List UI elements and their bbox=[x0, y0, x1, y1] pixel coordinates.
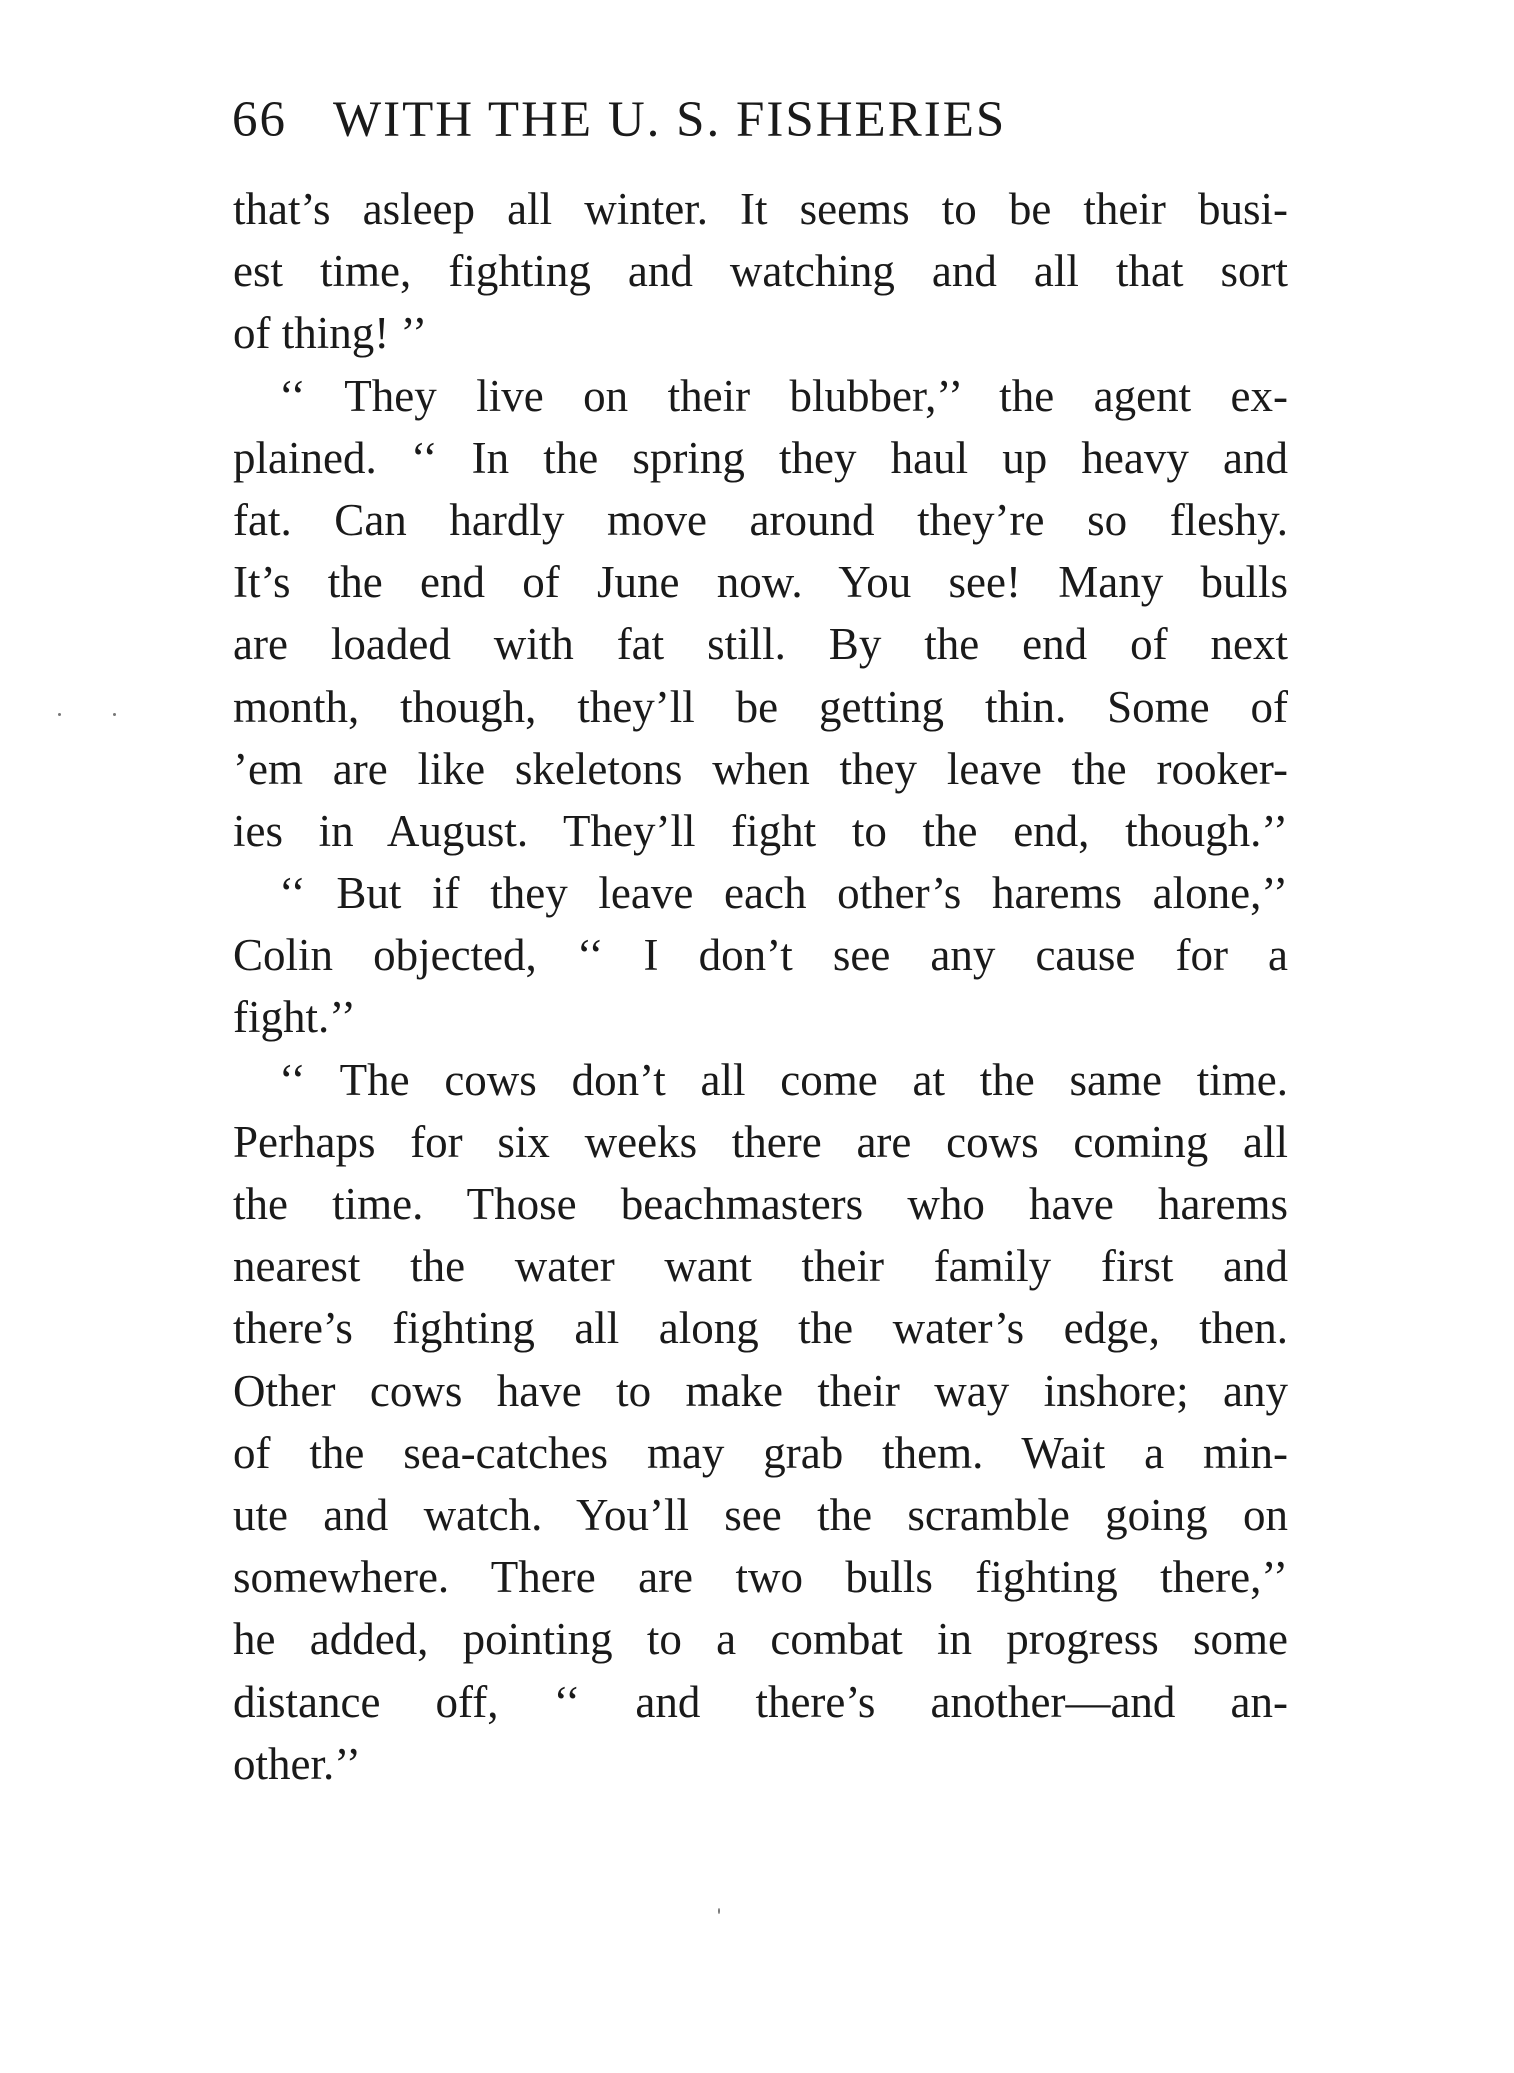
paper-speck bbox=[58, 713, 61, 716]
text-line: distance off, ‘‘ and there’s another—and an- bbox=[233, 1676, 1288, 1727]
text-line: plained. ‘‘ In the spring they haul up heavy and bbox=[233, 432, 1288, 483]
text-line: It’s the end of June now. You see! Many bulls bbox=[233, 557, 1288, 608]
text-line: of the sea-catches may grab them. Wait a min- bbox=[233, 1427, 1288, 1478]
text-line: there’s fighting all along the water’s edge, then. bbox=[233, 1303, 1288, 1354]
text-line: est time, fighting and watching and all that sort bbox=[233, 246, 1288, 297]
paragraph-start-line: ‘‘ But if they leave each other’s harems alone,’’ bbox=[279, 868, 1288, 919]
text-line: Perhaps for six weeks there are cows coming all bbox=[233, 1116, 1288, 1167]
text-line: month, though, they’ll be getting thin. Some of bbox=[233, 681, 1288, 732]
text-line: nearest the water want their family first and bbox=[233, 1241, 1288, 1292]
text-line: fight.’’ bbox=[233, 992, 356, 1043]
paper-speck bbox=[113, 713, 116, 716]
text-line: Colin objected, ‘‘ I don’t see any cause for a bbox=[233, 930, 1288, 981]
running-title: WITH THE U. S. FISHERIES bbox=[333, 92, 1007, 148]
body-text bbox=[233, 178, 1288, 1795]
paragraph-start-line: ‘‘ They live on their blubber,’’ the agent ex- bbox=[279, 370, 1288, 421]
text-line: other.’’ bbox=[233, 1738, 361, 1789]
text-line: of thing! ’’ bbox=[233, 308, 428, 359]
page-number: 66 bbox=[232, 92, 287, 148]
text-line: ’em are like skeletons when they leave the rooker- bbox=[233, 743, 1288, 794]
text-line: fat. Can hardly move around they’re so fleshy. bbox=[233, 494, 1288, 545]
text-line: ute and watch. You’ll see the scramble going on bbox=[233, 1489, 1288, 1540]
text-line: somewhere. There are two bulls fighting there,’’ bbox=[233, 1552, 1288, 1603]
running-head bbox=[232, 90, 1292, 150]
paper-speck bbox=[718, 1908, 720, 1914]
paragraph-start-line: ‘‘ The cows don’t all come at the same time. bbox=[279, 1054, 1288, 1105]
text-line: that’s asleep all winter. It seems to be their busi- bbox=[233, 184, 1288, 234]
text-line: the time. Those beachmasters who have harems bbox=[233, 1179, 1288, 1229]
text-line: ies in August. They’ll fight to the end, though.’’ bbox=[233, 805, 1288, 856]
text-line: are loaded with fat still. By the end of next bbox=[233, 619, 1288, 670]
text-line: Other cows have to make their way inshore; any bbox=[233, 1365, 1288, 1416]
text-line: he added, pointing to a combat in progress some bbox=[233, 1614, 1288, 1665]
